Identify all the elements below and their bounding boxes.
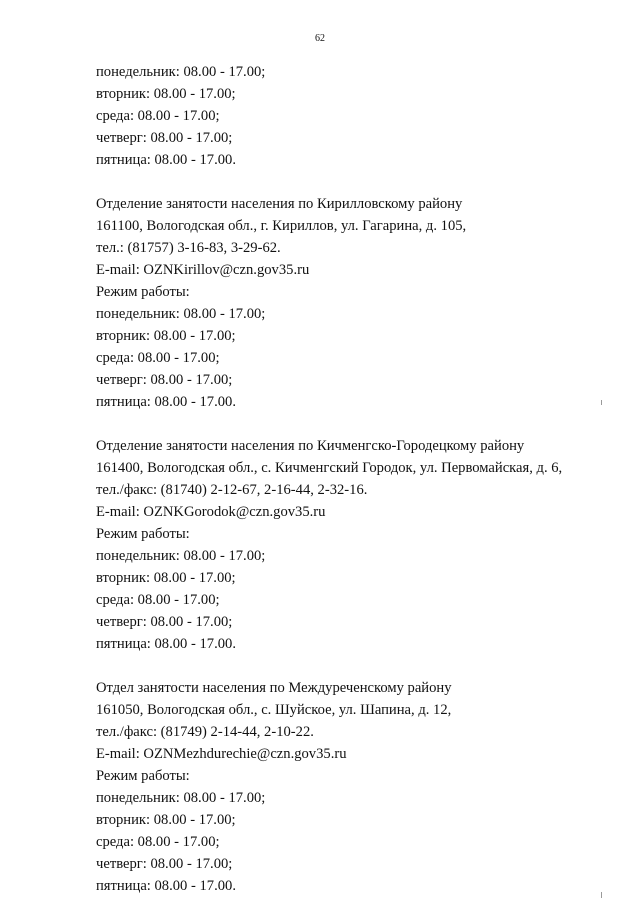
office-hours-title: Режим работы:	[96, 526, 190, 542]
scan-margin-mark	[601, 892, 602, 898]
office-address: 161100, Вологодская обл., г. Кириллов, ул. Гагарина, д. 105,	[96, 218, 467, 234]
schedule-tuesday: вторник: 08.00 - 17.00;	[96, 86, 236, 102]
schedule-friday: пятница: 08.00 - 17.00.	[96, 152, 236, 168]
schedule-friday: пятница: 08.00 - 17.00.	[96, 636, 236, 652]
office-kichmengsky-gorodok	[96, 435, 616, 655]
schedule-monday: понедельник: 08.00 - 17.00;	[96, 548, 266, 564]
office-name: Отделение занятости населения по Кирилловскому району	[96, 196, 463, 212]
previous-office-schedule	[96, 61, 616, 171]
schedule-tuesday: вторник: 08.00 - 17.00;	[96, 570, 236, 586]
office-email: E-mail: OZNKGorodok@czn.gov35.ru	[96, 504, 326, 520]
office-phone: тел.: (81757) 3-16-83, 3-29-62.	[96, 240, 281, 256]
office-kirillov	[96, 193, 616, 413]
schedule-thursday: четверг: 08.00 - 17.00;	[96, 614, 233, 630]
office-hours-title: Режим работы:	[96, 768, 190, 784]
office-name: Отдел занятости населения по Междуреченскому району	[96, 680, 452, 696]
schedule-monday: понедельник: 08.00 - 17.00;	[96, 790, 266, 806]
schedule-wednesday: среда: 08.00 - 17.00;	[96, 592, 220, 608]
schedule-wednesday: среда: 08.00 - 17.00;	[96, 350, 220, 366]
schedule-friday: пятница: 08.00 - 17.00.	[96, 394, 236, 410]
office-email: E-mail: OZNKirillov@czn.gov35.ru	[96, 262, 310, 278]
office-phone: тел./факс: (81740) 2-12-67, 2-16-44, 2-32-16.	[96, 482, 368, 498]
office-mezhdurechensky	[96, 677, 616, 897]
office-phone: тел./факс: (81749) 2-14-44, 2-10-22.	[96, 724, 314, 740]
schedule-monday: понедельник: 08.00 - 17.00;	[96, 306, 266, 322]
schedule-thursday: четверг: 08.00 - 17.00;	[96, 372, 233, 388]
schedule-tuesday: вторник: 08.00 - 17.00;	[96, 328, 236, 344]
office-address: 161050, Вологодская обл., с. Шуйское, ул. Шапина, д. 12,	[96, 702, 452, 718]
schedule-thursday: четверг: 08.00 - 17.00;	[96, 130, 233, 146]
office-hours-title: Режим работы:	[96, 284, 190, 300]
office-email: E-mail: OZNMezhdurechie@czn.gov35.ru	[96, 746, 347, 762]
scan-margin-mark	[601, 400, 602, 405]
schedule-wednesday: среда: 08.00 - 17.00;	[96, 108, 220, 124]
page-number: 62	[315, 33, 325, 44]
office-address: 161400, Вологодская обл., с. Кичменгский Городок, ул. Первомайская, д. 6,	[96, 460, 563, 476]
schedule-thursday: четверг: 08.00 - 17.00;	[96, 856, 233, 872]
office-name: Отделение занятости населения по Кичменгско-Городецкому району	[96, 438, 525, 454]
schedule-friday: пятница: 08.00 - 17.00.	[96, 878, 236, 894]
schedule-tuesday: вторник: 08.00 - 17.00;	[96, 812, 236, 828]
schedule-wednesday: среда: 08.00 - 17.00;	[96, 834, 220, 850]
document-body	[96, 61, 616, 897]
schedule-monday: понедельник: 08.00 - 17.00;	[96, 64, 266, 80]
